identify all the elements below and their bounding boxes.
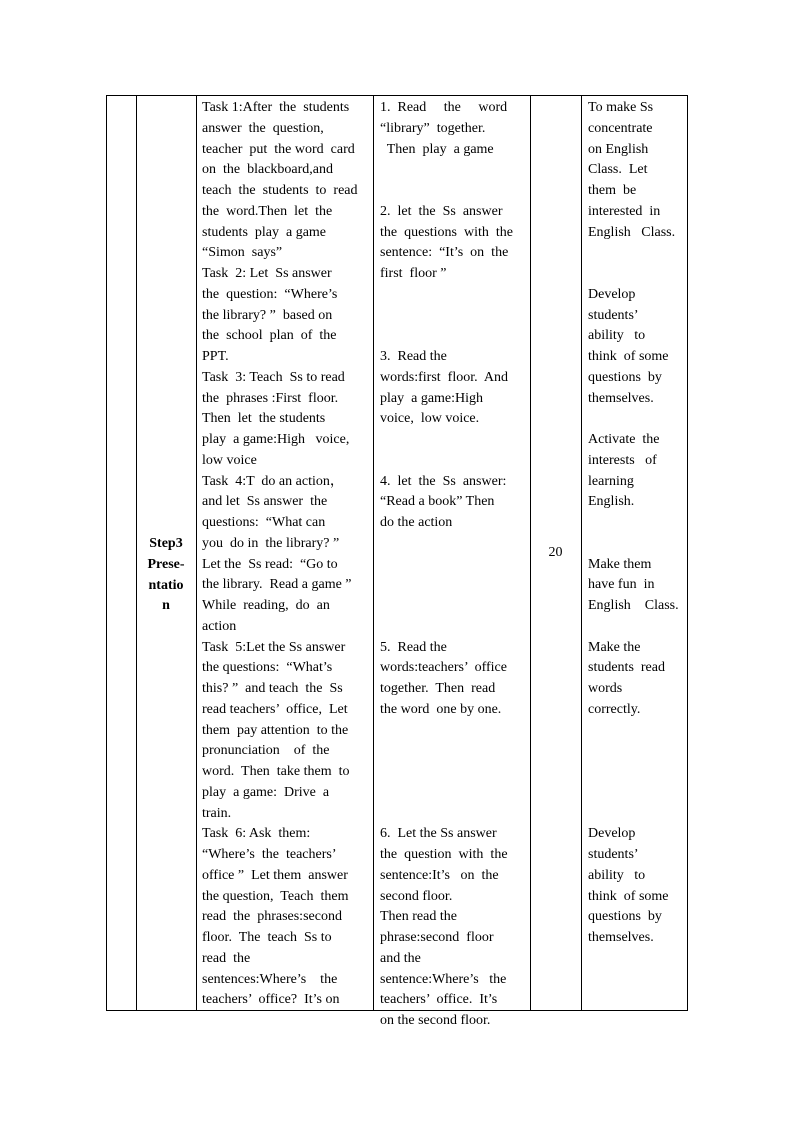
task-text-line: train.: [202, 805, 232, 821]
activity-text-line: [380, 596, 530, 617]
task-text-line: Task 4:T do an action，: [202, 473, 344, 489]
task-text-line: sentences:Where’s the: [202, 971, 338, 987]
step-label-line: Step3: [149, 536, 183, 551]
activity-text-line: do the action: [380, 515, 453, 530]
task-text-line: action: [202, 618, 237, 634]
activity-text-line: words:first floor. And: [380, 369, 508, 385]
purpose-text-line: think of some: [588, 888, 669, 904]
task-text-line: teacher put the word card: [202, 141, 355, 157]
purpose-text-line: [588, 721, 689, 742]
activity-text-line: the question with the: [380, 847, 508, 862]
activity-text-line: [380, 534, 530, 555]
activity-text-line: 6. Let the Ss answer: [380, 826, 497, 842]
activity-text-line: [380, 555, 530, 576]
task-text-line: the library? ” based on: [202, 307, 333, 323]
task-text-line: and let Ss answer the: [202, 494, 328, 510]
activity-text-line: 3. Read the: [380, 349, 447, 364]
activity-text-line: Then read the: [380, 909, 457, 925]
purpose-text-line: students’: [588, 307, 639, 323]
activity-text-line: Then play a game: [380, 141, 494, 157]
purpose-text-line: think of some: [588, 349, 669, 364]
activity-text-line: [380, 783, 530, 804]
task-text-line: “Where’s the teachers’: [202, 847, 337, 862]
activity-text-line: [380, 181, 530, 202]
purpose-text-line: [588, 264, 689, 285]
purpose-text-line: themselves.: [588, 930, 654, 945]
activity-text-line: [380, 575, 530, 596]
task-text-line: you do in the library? ”: [202, 535, 340, 551]
task-text-line: the school plan of the: [202, 328, 337, 344]
task-text-line: “Simon says”: [202, 245, 283, 261]
task-text-line: the word.Then let the: [202, 203, 333, 219]
task-text-line: Task 2: Let Ss answer: [202, 266, 332, 281]
activity-text-line: [380, 741, 530, 762]
activity-text-line: the word one by one.: [380, 701, 502, 717]
activity-text-line: sentence:Where’s the: [380, 971, 507, 987]
task-text-line: read the: [202, 950, 251, 966]
purpose-text-line: have fun in: [588, 577, 655, 593]
activity-text-line: together. Then read: [380, 681, 496, 696]
step-label-line: Prese-: [147, 556, 185, 572]
purpose-text-line: questions by: [588, 909, 662, 925]
purpose-text-line: interests of: [588, 452, 657, 468]
purpose-text-line: English Class.: [588, 224, 676, 240]
purpose-text-line: Make them: [588, 556, 652, 572]
time-minutes: 20: [548, 545, 563, 560]
activity-text-line: [380, 721, 530, 742]
purpose-text-line: [588, 243, 689, 264]
task-text-line: the questions: “What’s: [202, 660, 333, 676]
purpose-text-line: on English: [588, 141, 649, 157]
activity-text-line: words:teachers’ office: [380, 660, 507, 676]
purpose-text-line: questions by: [588, 369, 662, 385]
purpose-text-line: [588, 513, 689, 534]
activity-text-line: second floor.: [380, 888, 453, 904]
task-text-line: the phrases :First floor.: [202, 390, 339, 406]
purpose-text-line: Develop: [588, 826, 636, 842]
purpose-text-line: [588, 762, 689, 783]
purpose-text-line: students’: [588, 847, 639, 862]
task-text-line: play a game: Drive a: [202, 784, 330, 800]
purpose-text-line: English.: [588, 494, 635, 510]
purpose-text-line: Class. Let: [588, 162, 648, 178]
task-text-line: Task 3: Teach Ss to read: [202, 369, 345, 385]
activity-text-line: [380, 451, 530, 472]
task-text-line: read teachers’ office, Let: [202, 701, 348, 717]
task-text-line: While reading, do an: [202, 598, 330, 613]
step-label-line: ntatio: [148, 577, 184, 593]
task-text-line: office ” Let them answer: [202, 867, 348, 883]
task-text-line: Then let the students: [202, 411, 326, 427]
purpose-text-line: themselves.: [588, 390, 654, 406]
activity-text-line: phrase:second floor: [380, 930, 494, 945]
purpose-text-line: interested in: [588, 203, 661, 219]
task-text-line: play a game:High voice,: [202, 432, 350, 447]
purpose-text-line: To make Ss: [588, 100, 654, 115]
activity-text-line: “library” together.: [380, 120, 486, 136]
purpose-text-line: [588, 534, 689, 555]
task-text-line: low voice: [202, 452, 257, 468]
purpose-text-line: [588, 804, 689, 825]
task-text-line: the library. Read a game ”: [202, 577, 352, 593]
purpose-text-line: words: [588, 681, 623, 696]
purpose-text-line: students read: [588, 660, 665, 676]
task-text-line: pronunciation of the: [202, 743, 330, 759]
task-text-line: teach the students to read: [202, 183, 358, 198]
activity-text-line: [380, 326, 530, 347]
activity-text-line: [380, 285, 530, 306]
purpose-text-line: English Class.: [588, 598, 679, 613]
task-text-line: questions: “What can: [202, 515, 326, 530]
purpose-text-line: [588, 617, 689, 638]
task-text-line: Task 1:After the students: [202, 100, 350, 115]
step-label-line: n: [162, 598, 170, 614]
task-text-line: them pay attention to the: [202, 722, 349, 738]
activity-text-line: [380, 306, 530, 327]
purpose-text-line: Activate the: [588, 432, 660, 447]
task-text-line: Let the Ss read: “Go to: [202, 556, 338, 572]
purpose-text-line: Develop: [588, 286, 636, 302]
activity-text-line: [380, 617, 530, 638]
task-text-line: read the phrases:second: [202, 909, 342, 925]
activity-text-line: voice, low voice.: [380, 411, 480, 427]
task-text-line: teachers’ office? It’s on: [202, 992, 340, 1008]
student-activity-column: [373, 96, 530, 1028]
task-text-line: this? ” and teach the Ss: [202, 681, 343, 696]
activity-text-line: 2. let the Ss answer: [380, 203, 503, 219]
task-text-line: PPT.: [202, 349, 229, 364]
task-text-line: Task 6: Ask them:: [202, 826, 311, 842]
purpose-text-line: [588, 409, 689, 430]
purpose-text-line: them be: [588, 183, 637, 198]
task-text-line: answer the question,: [202, 120, 324, 136]
lesson-plan-table: [106, 95, 688, 1028]
purpose-text-line: correctly.: [588, 701, 641, 717]
activity-text-line: 5. Read the: [380, 639, 447, 655]
activity-text-line: the questions with the: [380, 224, 513, 240]
activity-text-line: play a game:High: [380, 390, 484, 406]
task-text-line: Task 5:Let the Ss answer: [202, 639, 346, 655]
activity-text-line: [380, 804, 530, 825]
task-text-line: floor. The teach Ss to: [202, 930, 332, 945]
purpose-text-line: concentrate: [588, 120, 653, 136]
teacher-task-column: [196, 96, 373, 1010]
activity-text-line: [380, 762, 530, 783]
step-label: [136, 534, 196, 617]
activity-text-line: [380, 430, 530, 451]
activity-text-line: [380, 160, 530, 181]
activity-text-line: teachers’ office. It’s: [380, 992, 498, 1008]
purpose-text-line: ability to: [588, 328, 646, 344]
task-text-line: the question: “Where’s: [202, 286, 338, 302]
activity-text-line: first floor ”: [380, 266, 447, 281]
activity-text-line: sentence: “It’s on the: [380, 245, 509, 261]
task-text-line: the question, Teach them: [202, 888, 349, 904]
purpose-text-line: ability to: [588, 867, 646, 883]
activity-text-line: and the: [380, 950, 421, 966]
purpose-text-line: [588, 741, 689, 762]
blank-cell: [107, 96, 136, 1010]
task-text-line: on the blackboard,and: [202, 162, 334, 178]
activity-text-line: on the second floor.: [380, 1013, 491, 1028]
task-text-line: students play a game: [202, 224, 327, 240]
purpose-text-line: Make the: [588, 639, 641, 655]
purpose-text-line: [588, 783, 689, 804]
activity-text-line: 4. let the Ss answer:: [380, 473, 507, 489]
activity-text-line: 1. Read the word: [380, 100, 508, 115]
purpose-text-line: learning: [588, 473, 634, 489]
activity-text-line: sentence:It’s on the: [380, 867, 499, 883]
activity-text-line: “Read a book” Then: [380, 494, 495, 510]
task-text-line: word. Then take them to: [202, 764, 350, 779]
purpose-column: [581, 96, 689, 1010]
